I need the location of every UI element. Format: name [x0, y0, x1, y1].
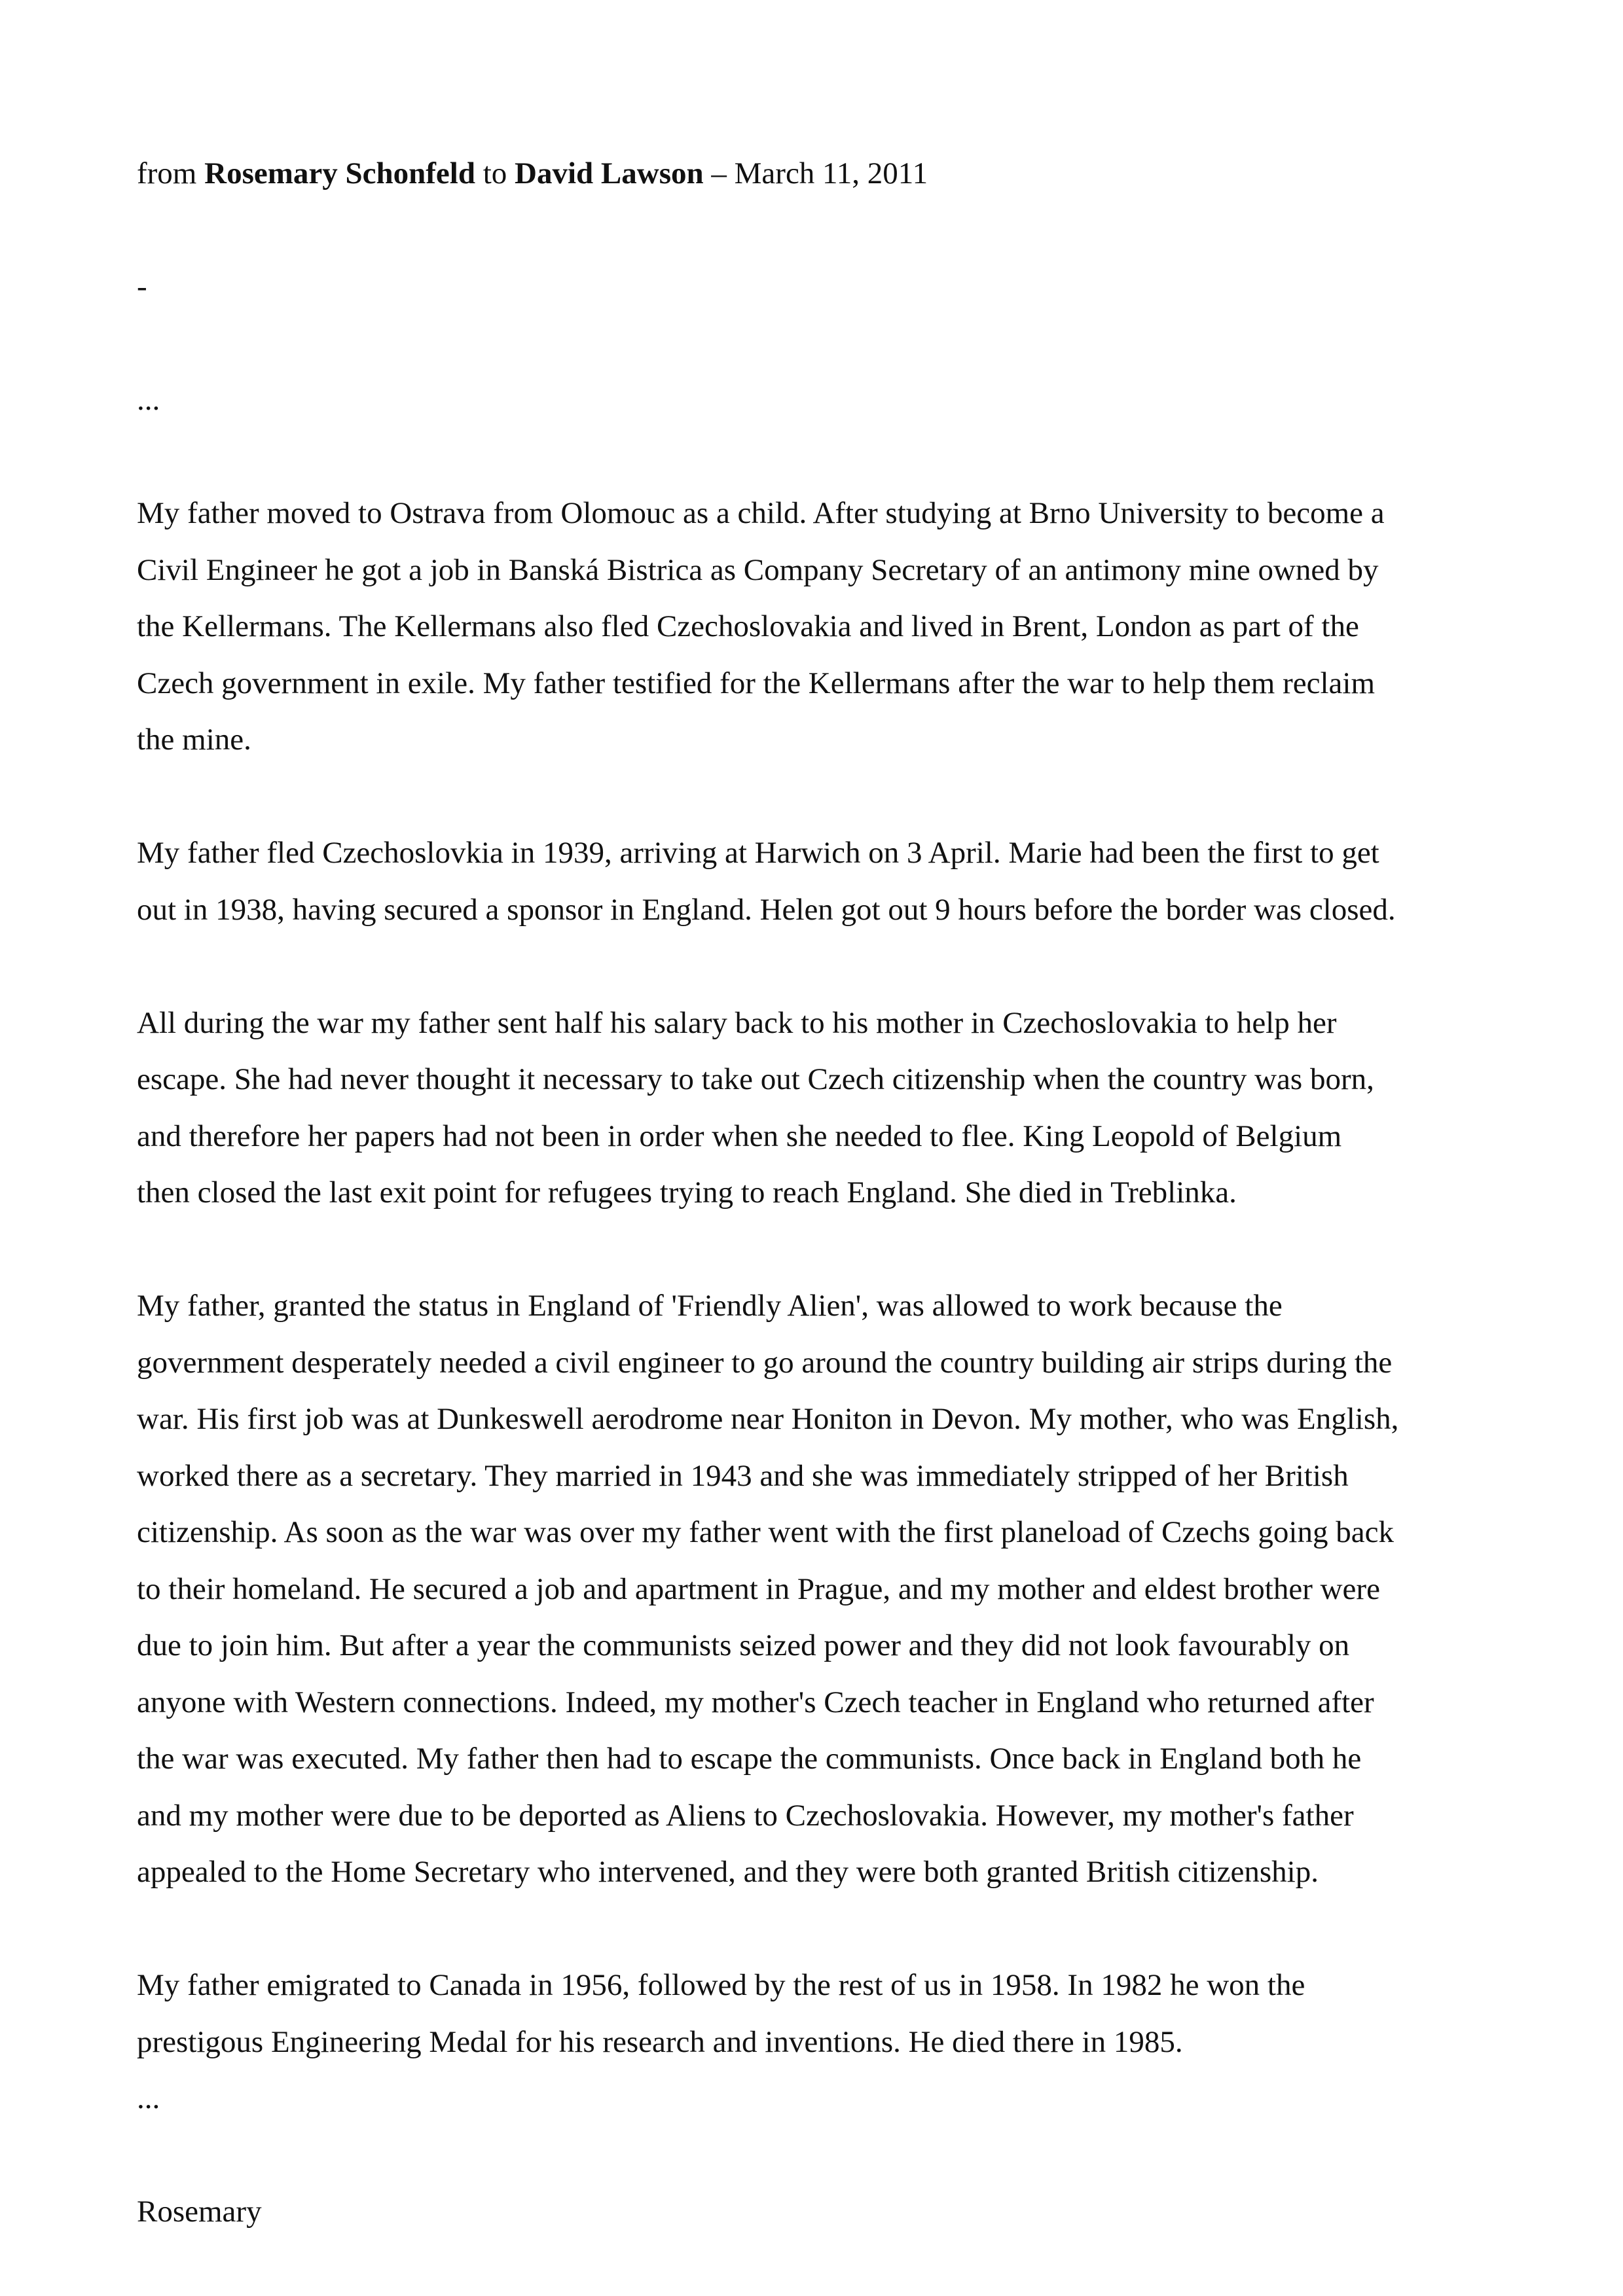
- paragraph-line: citizenship. As soon as the war was over my father went with the first planeload of Czechs going back: [137, 1515, 1394, 1549]
- ellipsis-top: ...: [137, 383, 160, 417]
- paragraph-line: prestigous Engineering Medal for his research and inventions. He died there in 1985.: [137, 2024, 1183, 2059]
- paragraph-line: All during the war my father sent half his salary back to his mother in Czechoslovakia to help her: [137, 1005, 1337, 1040]
- letter-page: [137, 145, 1525, 2240]
- from-word: from: [137, 156, 205, 190]
- spacer: [137, 1221, 1525, 1278]
- paragraph-line: the mine.: [137, 723, 251, 757]
- paragraph-line: out in 1938, having secured a sponsor in England. Helen got out 9 hours before the border was closed.: [137, 892, 1396, 927]
- paragraph-line: My father, granted the status in England of 'Friendly Alien', was allowed to work because the: [137, 1289, 1283, 1323]
- paragraph-line: and therefore her papers had not been in order when she needed to flee. King Leopold of Belgium: [137, 1119, 1342, 1153]
- ellipsis-bottom: ...: [137, 2081, 160, 2115]
- paragraph-1: [137, 485, 1525, 768]
- signature: Rosemary: [137, 2195, 262, 2229]
- paragraph-3: [137, 995, 1525, 1221]
- paragraph-line: My father moved to Ostrava from Olomouc as a child. After studying at Brno University to become a: [137, 496, 1385, 530]
- paragraph-line: the Kellermans. The Kellermans also fled Czechoslovakia and lived in Brent, London as part of the: [137, 609, 1359, 643]
- paragraph-line: Czech government in exile. My father testified for the Kellermans after the war to help them reclaim: [137, 666, 1376, 700]
- paragraph-line: the war was executed. My father then had to escape the communists. Once back in England both he: [137, 1742, 1362, 1776]
- paragraph-line: My father fled Czechoslovkia in 1939, arriving at Harwich on 3 April. Marie had been the first to get: [137, 836, 1379, 870]
- recipient-name: David Lawson: [515, 156, 704, 190]
- paragraph-line: anyone with Western connections. Indeed, my mother's Czech teacher in England who returned after: [137, 1685, 1374, 1719]
- paragraph-2: [137, 825, 1525, 938]
- spacer: [137, 938, 1525, 995]
- letter-header: [137, 145, 1525, 202]
- paragraph-line: worked there as a secretary. They married in 1943 and she was immediately stripped of her British: [137, 1458, 1349, 1493]
- paragraph-line: war. His first job was at Dunkeswell aerodrome near Honiton in Devon. My mother, who was English,: [137, 1402, 1399, 1436]
- paragraph-5: [137, 1957, 1525, 2070]
- spacer: [137, 1901, 1525, 1958]
- paragraph-line: government desperately needed a civil engineer to go around the country building air strips during the: [137, 1345, 1393, 1380]
- spacer: [137, 429, 1525, 486]
- spacer: [137, 768, 1525, 825]
- paragraph-line: then closed the last exit point for refugees trying to reach England. She died in Treblinka.: [137, 1175, 1237, 1210]
- spacer: [137, 315, 1525, 372]
- paragraph-line: My father emigrated to Canada in 1956, followed by the rest of us in 1958. In 1982 he won the: [137, 1968, 1305, 2002]
- paragraph-line: to their homeland. He secured a job and apartment in Prague, and my mother and eldest brother were: [137, 1571, 1380, 1606]
- paragraph-line: Civil Engineer he got a job in Banská Bistrica as Company Secretary of an antimony mine owned by: [137, 552, 1379, 587]
- sender-name: Rosemary Schonfeld: [204, 156, 475, 190]
- spacer: [137, 2127, 1525, 2184]
- dash-marker: -: [137, 270, 147, 304]
- paragraph-line: due to join him. But after a year the communists seized power and they did not look favourably on: [137, 1628, 1350, 1662]
- spacer: [137, 202, 1525, 259]
- paragraph-line: appealed to the Home Secretary who intervened, and they were both granted British citizenship.: [137, 1855, 1319, 1889]
- paragraph-line: and my mother were due to be deported as Aliens to Czechoslovakia. However, my mother's father: [137, 1798, 1354, 1833]
- to-word: to: [475, 156, 515, 190]
- paragraph-line: escape. She had never thought it necessary to take out Czech citizenship when the country was born,: [137, 1062, 1374, 1096]
- paragraph-4: [137, 1278, 1525, 1901]
- letter-date: – March 11, 2011: [703, 156, 928, 190]
